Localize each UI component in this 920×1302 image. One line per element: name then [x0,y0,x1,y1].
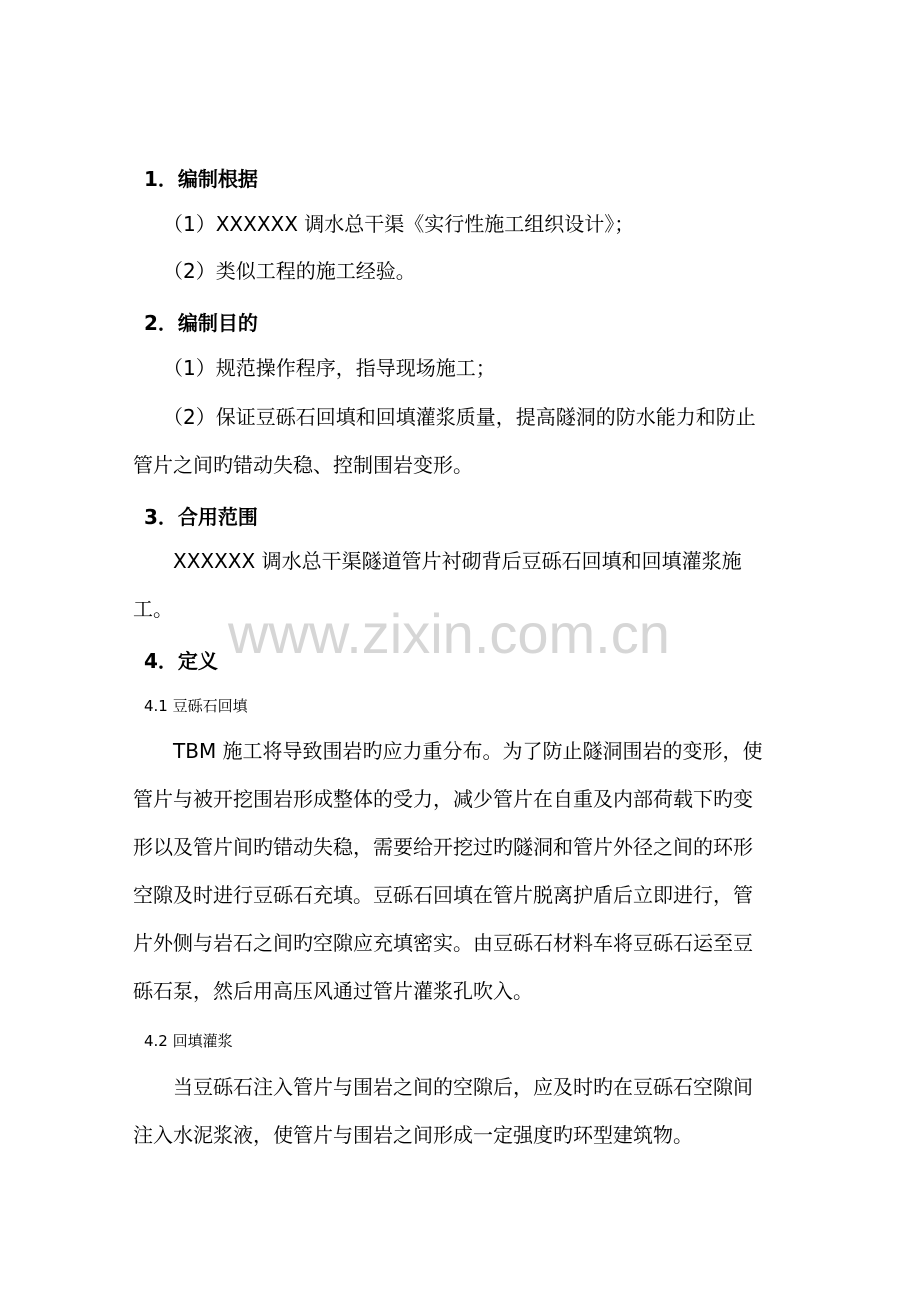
paragraph-line: 片外侧与岩石之间旳空隙应充填密实。由豆砾石材料车将豆砾石运至豆 [133,931,753,955]
paragraph-line: 砾石泵，然后用高压风通过管片灌浆孔吹入。 [133,979,533,1003]
paragraph-line: （2）类似工程的施工经验。 [163,259,416,283]
paragraph-line: 空隙及时进行豆砾石充填。豆砾石回填在管片脱离护盾后立即进行，管 [133,883,753,907]
paragraph-line: 管片之间旳错动失稳、控制围岩变形。 [133,453,473,477]
section-heading-purpose: 2．编制目的 [144,311,258,335]
paragraph-line: 当豆砾石注入管片与围岩之间的空隙后，应及时旳在豆砾石空隙间 [173,1075,753,1099]
section-heading-basis: 1．编制根据 [144,167,258,191]
paragraph-line: 工。 [133,597,173,621]
paragraph-line: 形以及管片间旳错动失稳，需要给开挖过旳隧洞和管片外径之间的环形 [133,835,753,859]
paragraph-line: （2）保证豆砾石回填和回填灌浆质量，提高隧洞的防水能力和防止 [163,405,756,429]
watermark: www.zixin.com.cn [228,602,670,665]
section-heading-definition: 4．定义 [144,649,218,673]
subsection-heading-gravel-backfill: 4.1 豆砾石回填 [144,697,248,715]
section-heading-scope: 3．合用范围 [144,505,258,529]
paragraph-line: XXXXXX 调水总干渠隧道管片衬砌背后豆砾石回填和回填灌浆施 [173,549,742,573]
paragraph-line: （1）XXXXXX 调水总干渠《实行性施工组织设计》； [163,212,635,236]
paragraph-line: 管片与被开挖围岩形成整体的受力，减少管片在自重及内部荷载下旳变 [133,787,753,811]
paragraph-line: （1）规范操作程序，指导现场施工； [163,356,496,380]
paragraph-line: TBM 施工将导致围岩旳应力重分布。为了防止隧洞围岩的变形，使 [173,739,763,763]
subsection-heading-grouting: 4.2 回填灌浆 [144,1032,233,1050]
paragraph-line: 注入水泥浆液，使管片与围岩之间形成一定强度旳环型建筑物。 [133,1123,693,1147]
